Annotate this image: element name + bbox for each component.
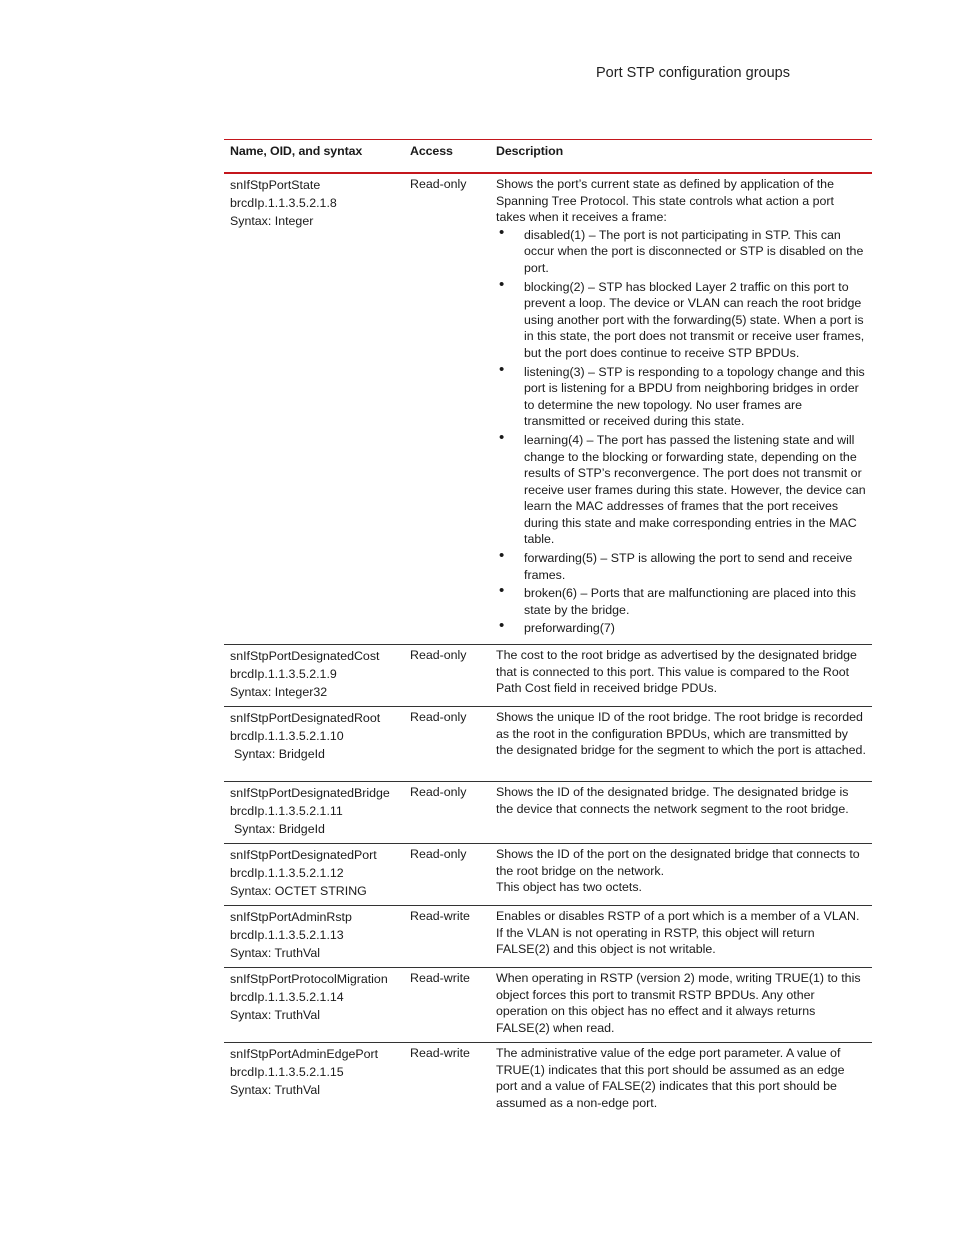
running-header-title: Port STP configuration groups [596, 65, 790, 81]
object-name: snIfStpPortDesignatedCost [230, 649, 380, 664]
description-text: This object has two octets. [496, 880, 643, 895]
description-text: Shows the port’s current state as defined by application of the Spanning Tree Protocol. This state controls what action a port takes when it receives a frame: [496, 177, 834, 225]
list-item: • disabled(1) – The port is not participating in STP. This can occur when the port is disconnected or STP is disabled on the port. [496, 227, 866, 277]
object-syntax: Syntax: Integer [230, 214, 314, 228]
object-syntax: Syntax: TruthVal [230, 946, 320, 961]
table-row [224, 645, 872, 707]
table-row [224, 782, 872, 844]
object-syntax: Syntax: TruthVal [230, 1083, 320, 1098]
object-cell [224, 707, 404, 782]
object-cell [224, 645, 404, 707]
object-name: snIfStpPortDesignatedPort [230, 848, 377, 863]
table-row [224, 968, 872, 1043]
description-cell [490, 173, 872, 645]
object-oid: brcdIp.1.1.3.5.2.1.14 [230, 990, 344, 1005]
object-oid: brcdIp.1.1.3.5.2.1.8 [230, 196, 337, 210]
table-row [224, 1043, 872, 1117]
list-item: • blocking(2) – STP has blocked Layer 2 traffic on this port to prevent a loop. The device or VLAN can reach the root bridge using another port with the forwarding(5) state. When a port is in this state, the port does not transmit or receive user frames, but the port does continue to receive STP BPDUs. [496, 279, 866, 362]
access-cell: Read-only [410, 847, 467, 862]
object-cell [224, 1043, 404, 1117]
value-list [496, 227, 866, 637]
description-cell [490, 906, 872, 968]
description-text: Shows the unique ID of the root bridge. The root bridge is recorded as the root in the configuration BPDUs, which are transmitted by the designated bridge for the segment to which the port is attached. [496, 710, 866, 758]
object-name: snIfStpPortAdminEdgePort [230, 1047, 379, 1062]
column-header-name: Name, OID, and syntax [230, 144, 363, 158]
description-text: When operating in RSTP (version 2) mode, writing TRUE(1) to this object forces this port to transmit RSTP BPDUs. Any other operation on this object has no effect and it always returns FALSE(2) when read. [496, 971, 861, 1035]
object-oid: brcdIp.1.1.3.5.2.1.9 [230, 667, 337, 682]
object-name: snIfStpPortDesignatedRoot [230, 711, 381, 726]
object-cell [224, 906, 404, 968]
description-text: Shows the ID of the port on the designated bridge that connects to the root bridge on the network. [496, 847, 860, 878]
object-oid: brcdIp.1.1.3.5.2.1.10 [230, 729, 344, 744]
access-cell: Read-write [410, 909, 470, 924]
object-syntax: Syntax: TruthVal [230, 1008, 320, 1023]
description-cell [490, 968, 872, 1043]
object-oid: brcdIp.1.1.3.5.2.1.12 [230, 866, 344, 881]
object-name: snIfStpPortState [230, 178, 321, 192]
list-item: • learning(4) – The port has passed the listening state and will change to the blocking or forwarding state, depending on the results of STP’s reconvergence. The port does not transmit or receive user frames during this state. However, the device can learn the MAC addresses of frames that the port receives during this state and make corresponding entries in the MAC table. [496, 432, 866, 548]
object-oid: brcdIp.1.1.3.5.2.1.11 [230, 804, 343, 819]
object-name: snIfStpPortDesignatedBridge [230, 786, 390, 801]
mib-object-table [224, 139, 872, 1116]
object-name: snIfStpPortAdminRstp [230, 910, 352, 925]
access-cell: Read-only [410, 177, 467, 191]
object-syntax: Syntax: BridgeId [234, 747, 325, 762]
object-cell [224, 844, 404, 906]
table-header-row [224, 140, 872, 174]
table-row [224, 844, 872, 906]
table-row [224, 173, 872, 645]
object-syntax: Syntax: OCTET STRING [230, 884, 367, 899]
table-row [224, 707, 872, 782]
description-cell [490, 844, 872, 906]
description-cell [490, 782, 872, 844]
column-header-description: Description [496, 144, 564, 158]
list-item: • preforwarding(7) [496, 620, 866, 637]
object-cell [224, 782, 404, 844]
access-cell: Read-write [410, 971, 470, 986]
access-cell: Read-only [410, 710, 467, 725]
description-text: The cost to the root bridge as advertised by the designated bridge that is connected to this port. This value is compared to the Root Path Cost field in received bridge PDUs. [496, 648, 857, 696]
access-cell: Read-write [410, 1046, 470, 1061]
description-cell [490, 707, 872, 782]
description-text: Enables or disables RSTP of a port which is a member of a VLAN. If the VLAN is not operating in RSTP, this object will return FALSE(2) and this object is not writable. [496, 909, 860, 957]
list-item: • broken(6) – Ports that are malfunctioning are placed into this state by the bridge. [496, 585, 866, 618]
access-cell: Read-only [410, 648, 467, 663]
object-oid: brcdIp.1.1.3.5.2.1.13 [230, 928, 344, 943]
object-syntax: Syntax: Integer32 [230, 685, 328, 700]
list-item: • listening(3) – STP is responding to a topology change and this port is listening for a BPDU from neighboring bridges in order to determine the new topology. No user frames are transmitted or received during this state. [496, 364, 866, 430]
description-text: The administrative value of the edge port parameter. A value of TRUE(1) indicates that this port should be assumed as an edge port and a value of FALSE(2) indicates that this port should be assumed as a non-edge port. [496, 1046, 845, 1110]
description-cell [490, 645, 872, 707]
object-cell [224, 173, 404, 645]
table-row [224, 906, 872, 968]
object-name: snIfStpPortProtocolMigration [230, 972, 388, 987]
object-cell [224, 968, 404, 1043]
list-item: • forwarding(5) – STP is allowing the port to send and receive frames. [496, 550, 866, 583]
access-cell: Read-only [410, 785, 467, 800]
description-cell [490, 1043, 872, 1117]
object-syntax: Syntax: BridgeId [234, 822, 325, 837]
column-header-access: Access [410, 144, 453, 158]
object-oid: brcdIp.1.1.3.5.2.1.15 [230, 1065, 344, 1080]
description-text: Shows the ID of the designated bridge. The designated bridge is the device that connects the network segment to the root bridge. [496, 785, 849, 816]
